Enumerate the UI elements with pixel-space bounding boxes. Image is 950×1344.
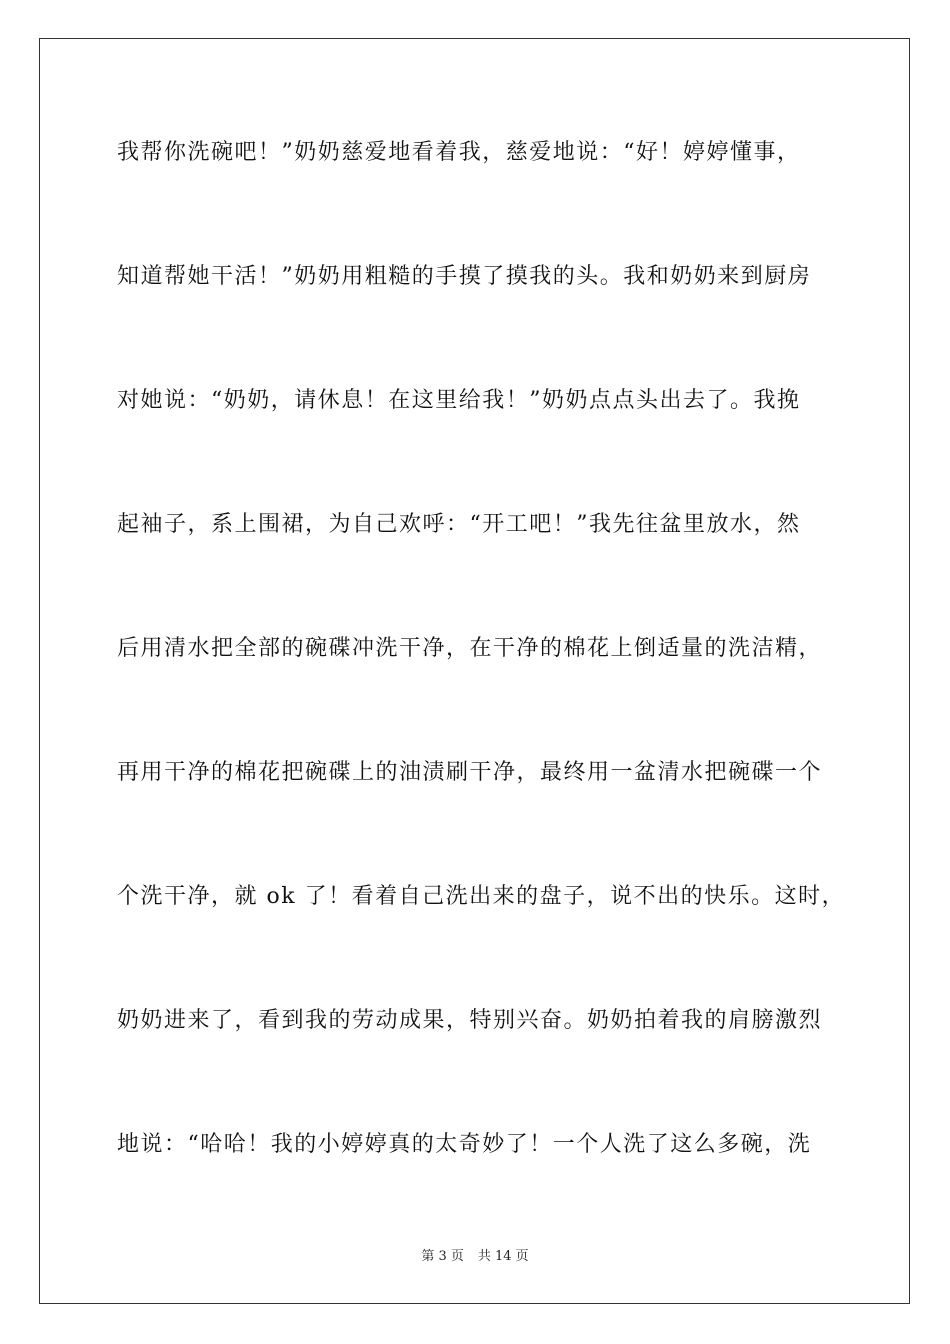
text-line: 知道帮她干活！”奶奶用粗糙的手摸了摸我的头。我和奶奶来到厨房 xyxy=(117,264,812,289)
page-footer xyxy=(0,1248,950,1266)
text-line: 我帮你洗碗吧！”奶奶慈爱地看着我，慈爱地说：“好！婷婷懂事， xyxy=(117,140,801,165)
text-line: 对她说：“奶奶，请休息！在这里给我！”奶奶点点头出去了。我挽 xyxy=(117,388,801,413)
text-line: 后用清水把全部的碗碟冲洗干净，在干净的棉花上倒适量的洗洁精， xyxy=(117,636,823,661)
text-line: 奶奶进来了，看到我的劳动成果，特别兴奋。奶奶拍着我的肩膀激烈 xyxy=(117,1008,823,1033)
text-line: 再用干净的棉花把碗碟上的油渍刷干净，最终用一盆清水把碗碟一个 xyxy=(117,760,823,785)
total-page-count: 共 14 页 xyxy=(477,1249,529,1264)
text-line: 地说：“哈哈！我的小婷婷真的太奇妙了！一个人洗了这么多碗，洗 xyxy=(117,1132,812,1157)
text-line: 个洗干净，就 ok 了！看着自己洗出来的盘子，说不出的快乐。这时， xyxy=(117,884,846,909)
page-border xyxy=(39,38,910,1304)
text-line: 起袖子，系上围裙，为自己欢呼：“开工吧！”我先往盆里放水，然 xyxy=(117,512,801,537)
current-page-number: 第 3 页 xyxy=(421,1249,464,1264)
